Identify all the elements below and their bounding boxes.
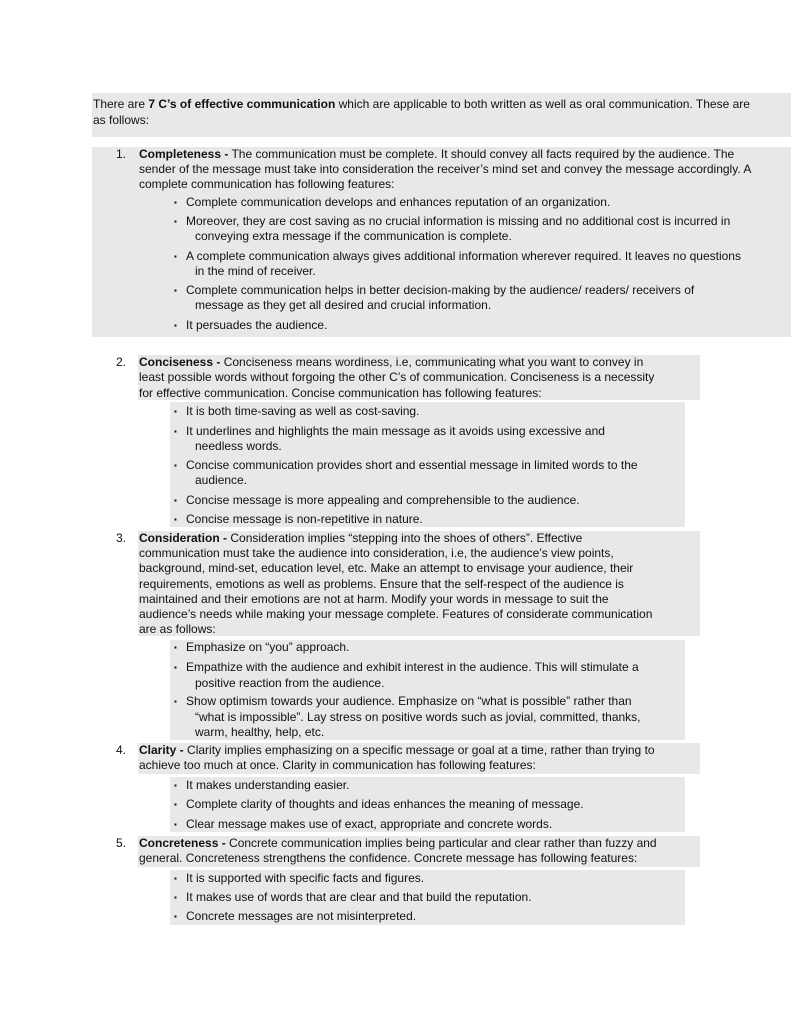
bullet-text: conveying extra message if the communication is complete.: [195, 228, 512, 243]
section-number: 2.: [116, 355, 127, 369]
bullet-text: Complete communication develops and enhances reputation of an organization.: [186, 195, 611, 209]
bullet-marker: ▪: [174, 515, 177, 524]
section-paragraph-line: sender of the message must take into consideration the receiver’s mind set and convey the message accordingly. A: [139, 161, 752, 176]
section-number: 5.: [116, 836, 127, 850]
bullet-text: needless words.: [195, 438, 282, 453]
section-paragraph-line: achieve too much at once. Clarity in communication has following features:: [139, 758, 536, 773]
section-title: Conciseness -: [139, 355, 221, 369]
bullet-text: message as they get all desired and crucial information.: [195, 297, 492, 312]
section-paragraph-line: [139, 355, 643, 370]
bullet-marker: ▪: [174, 198, 177, 207]
bullet-text: It underlines and highlights the main message as it avoids using excessive and: [186, 424, 605, 438]
bullet-marker: ▪: [174, 893, 177, 902]
bullet-marker: ▪: [174, 427, 177, 436]
bullet-marker: ▪: [174, 286, 177, 295]
section-title: Concreteness -: [139, 836, 226, 850]
bullet-marker: ▪: [174, 781, 177, 790]
section-paragraph-line: audience’s needs while making your message complete. Features of considerate communication: [139, 607, 653, 621]
bullet-text: It persuades the audience.: [186, 318, 328, 332]
bullet-marker: ▪: [174, 912, 177, 921]
bullet-marker: ▪: [174, 461, 177, 470]
intro-paragraph-line: [93, 97, 750, 112]
bullet-marker: ▪: [174, 643, 177, 652]
bullet-marker: ▪: [174, 820, 177, 829]
section-text: Clarity implies emphasizing on a specific message or goal at a time, rather than trying to: [183, 743, 655, 757]
bullet-text: Complete clarity of thoughts and ideas enhances the meaning of message.: [186, 797, 584, 811]
section-text: Concrete communication implies being particular and clear rather than fuzzy and: [225, 836, 657, 850]
bullet-text: Show optimism towards your audience. Emphasize on “what is possible” rather than: [186, 694, 632, 708]
bullet-text: audience.: [195, 472, 248, 487]
section-number: 1.: [116, 147, 127, 161]
bullet-marker: ▪: [174, 874, 177, 883]
bullet-marker: ▪: [174, 663, 177, 672]
bullet-text: It makes understanding easier.: [186, 778, 350, 792]
bullet-text: “what is impossible”. Lay stress on positive words such as jovial, committed, thanks,: [195, 709, 641, 724]
intro-text-pre: There are: [93, 97, 149, 111]
bullet-text: Emphasize on “you” approach.: [186, 640, 350, 654]
section-title: Completeness -: [139, 147, 229, 161]
section-paragraph-line: communication must take the audience into consideration, i.e, the audience’s view points,: [139, 546, 614, 561]
section-paragraph-line: [139, 743, 655, 758]
intro-paragraph-line: as follows:: [93, 113, 150, 127]
bullet-marker: ▪: [174, 697, 177, 706]
bullet-marker: ▪: [174, 407, 177, 416]
bullet-marker: ▪: [174, 496, 177, 505]
section-paragraph-line: maintained and their emotions are not at harm. Modify your words in message to suit the: [139, 591, 609, 606]
intro-text-bold: 7 C’s of effective communication: [148, 97, 336, 111]
bullet-text: Concise communication provides short and essential message in limited words to the: [186, 458, 638, 472]
bullet-marker: ▪: [174, 321, 177, 330]
bullet-text: Concise message is non-repetitive in nature.: [186, 512, 423, 526]
bullet-marker: ▪: [174, 252, 177, 261]
bullet-text: warm, healthy, help, etc.: [195, 725, 325, 739]
bullet-text: Concrete messages are not misinterpreted.: [186, 909, 417, 923]
bullet-text: Concise message is more appealing and comprehensible to the audience.: [186, 493, 580, 507]
bullet-text: Complete communication helps in better decision-making by the audience/ readers/ receivers of: [186, 283, 695, 297]
bullet-text: in the mind of receiver.: [195, 263, 316, 278]
bullet-text: It is both time-saving as well as cost-saving.: [186, 404, 420, 418]
bullet-text: A complete communication always gives additional information wherever required. It leaves no questions: [186, 249, 741, 263]
section-number: 4.: [116, 743, 127, 757]
bullet-marker: ▪: [174, 217, 177, 226]
bullet-text: Empathize with the audience and exhibit interest in the audience. This will stimulate a: [186, 660, 639, 674]
section-paragraph-line: are as follows:: [139, 622, 216, 637]
section-text: Conciseness means wordiness, i.e, communicating what you want to convey in: [220, 355, 644, 369]
bullet-text: Clear message makes use of exact, appropriate and concrete words.: [186, 817, 553, 831]
bullet-marker: ▪: [174, 800, 177, 809]
section-paragraph-line: requirements, emotions as well as problems. Ensure that the self-respect of the audience is: [139, 576, 624, 591]
intro-text-post: which are applicable to both written as well as oral communication. These are: [335, 97, 750, 111]
section-paragraph-line: general. Concreteness strengthens the confidence. Concrete message has following features:: [139, 851, 638, 866]
section-paragraph-line: [139, 531, 582, 546]
bullet-text: positive reaction from the audience.: [195, 675, 385, 690]
bullet-text: It is supported with specific facts and figures.: [186, 871, 425, 885]
bullet-text: Moreover, they are cost saving as no crucial information is missing and no additional cost is incurred in: [186, 214, 731, 228]
section-text: Consideration implies “stepping into the shoes of others”. Effective: [227, 531, 583, 545]
section-title: Clarity -: [139, 743, 184, 757]
section-paragraph-line: complete communication has following features:: [139, 176, 395, 191]
section-title: Consideration -: [139, 531, 228, 545]
section-paragraph-line: background, mind-set, education level, etc. Make an attempt to envisage your audience, their: [139, 561, 634, 576]
section-paragraph-line: for effective communication. Concise communication has following features:: [139, 385, 542, 400]
section-text: The communication must be complete. It should convey all facts required by the audience. The: [228, 147, 735, 161]
section-paragraph-line: [139, 147, 734, 162]
section-number: 3.: [116, 531, 127, 545]
section-paragraph-line: [139, 836, 657, 851]
section-paragraph-line: least possible words without forgoing the other C’s of communication. Conciseness is a necessity: [139, 370, 655, 385]
bullet-text: It makes use of words that are clear and that build the reputation.: [186, 890, 532, 904]
